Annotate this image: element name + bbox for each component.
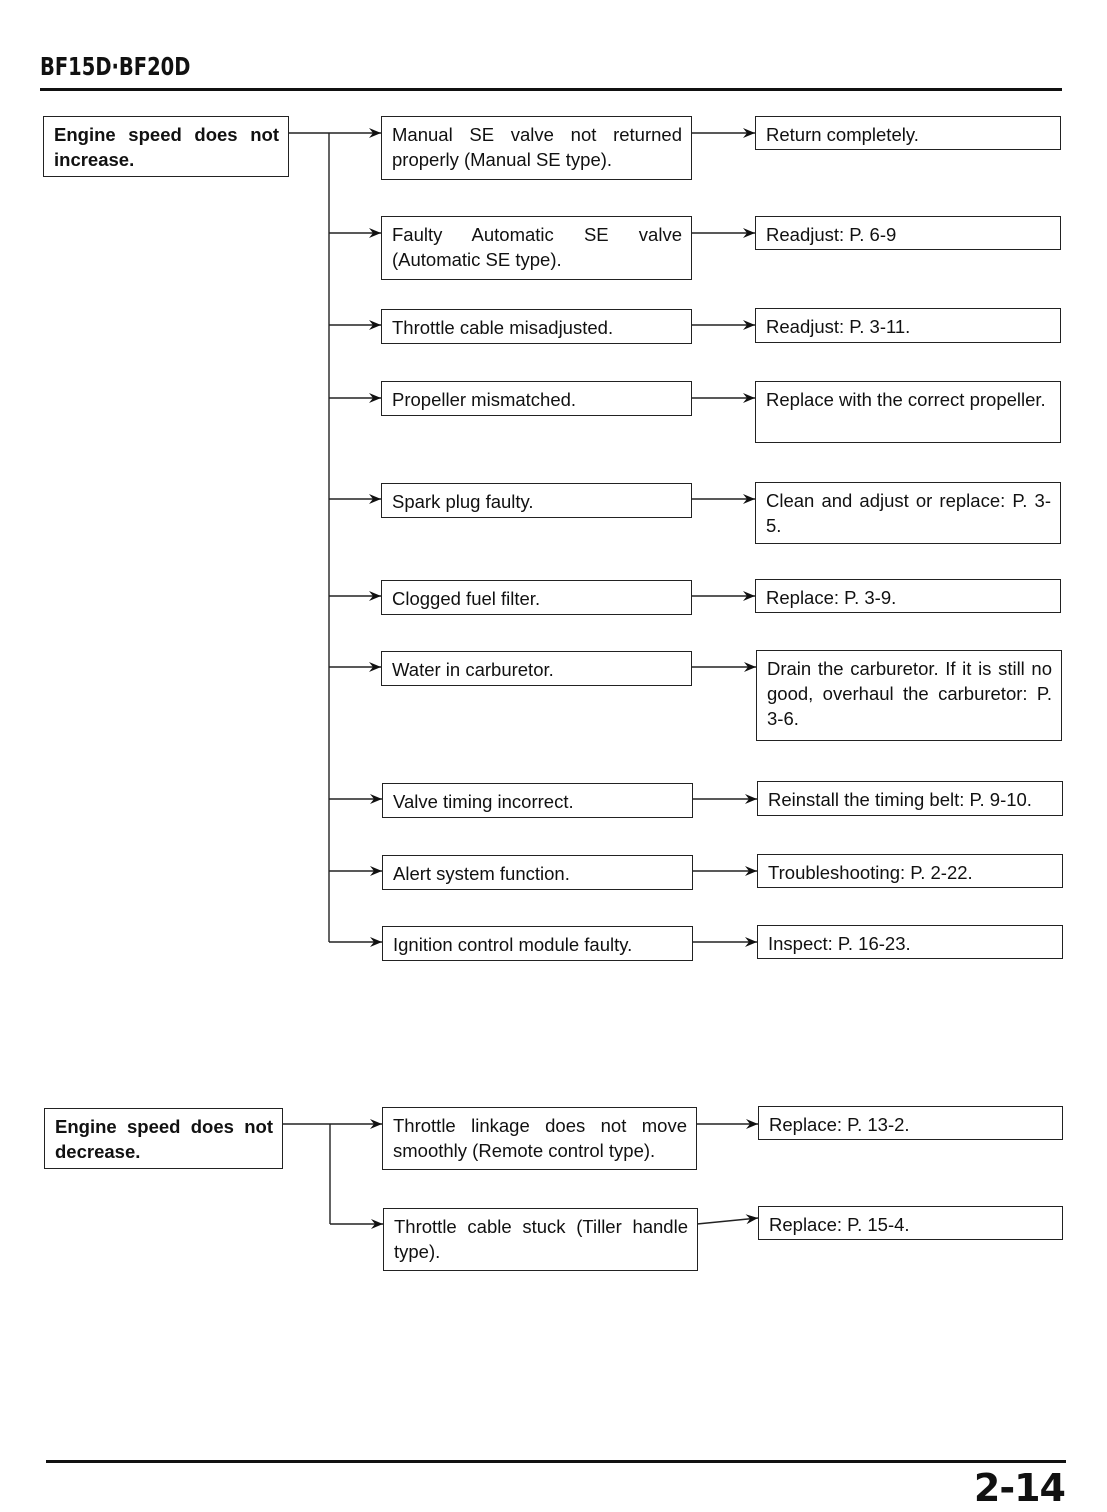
remedy-box: Replace: P. 13-2. bbox=[758, 1106, 1063, 1140]
cause-box: Throttle cable misadjusted. bbox=[381, 309, 692, 344]
remedy-box: Inspect: P. 16-23. bbox=[757, 925, 1063, 959]
remedy-box: Troubleshooting: P. 2-22. bbox=[757, 854, 1063, 888]
cause-box: Spark plug faulty. bbox=[381, 483, 692, 518]
cause-box: Alert system function. bbox=[382, 855, 693, 890]
cause-box: Clogged fuel filter. bbox=[381, 580, 692, 615]
remedy-box: Replace: P. 15-4. bbox=[758, 1206, 1063, 1240]
remedy-box: Drain the carburetor. If it is still no good, overhaul the carburetor: P. 3-6. bbox=[756, 650, 1062, 741]
cause-box: Throttle linkage does not move smoothly (Remote control type). bbox=[382, 1107, 697, 1170]
remedy-box: Reinstall the timing belt: P. 9-10. bbox=[757, 781, 1063, 816]
document-header-title: BF15D·BF20D bbox=[40, 52, 191, 81]
cause-box: Water in carburetor. bbox=[381, 651, 692, 686]
remedy-box: Replace with the correct propeller. bbox=[755, 381, 1061, 443]
page-number: 2-14 bbox=[973, 1466, 1065, 1510]
footer-rule bbox=[46, 1460, 1066, 1463]
remedy-box: Clean and adjust or replace: P. 3-5. bbox=[755, 482, 1061, 544]
cause-box: Valve timing incorrect. bbox=[382, 783, 693, 818]
symptom-engine-speed-not-increase: Engine speed does not increase. bbox=[43, 116, 289, 177]
cause-box: Faulty Automatic SE valve (Automatic SE type). bbox=[381, 216, 692, 280]
cause-box: Manual SE valve not returned properly (Manual SE type). bbox=[381, 116, 692, 180]
remedy-box: Readjust: P. 6-9 bbox=[755, 216, 1061, 250]
remedy-box: Readjust: P. 3-11. bbox=[755, 308, 1061, 343]
symptom-engine-speed-not-decrease: Engine speed does not decrease. bbox=[44, 1108, 283, 1169]
cause-box: Throttle cable stuck (Tiller handle type). bbox=[383, 1208, 698, 1271]
remedy-box: Replace: P. 3-9. bbox=[755, 579, 1061, 613]
cause-box: Ignition control module faulty. bbox=[382, 926, 693, 961]
remedy-box: Return completely. bbox=[755, 116, 1061, 150]
cause-box: Propeller mismatched. bbox=[381, 381, 692, 416]
